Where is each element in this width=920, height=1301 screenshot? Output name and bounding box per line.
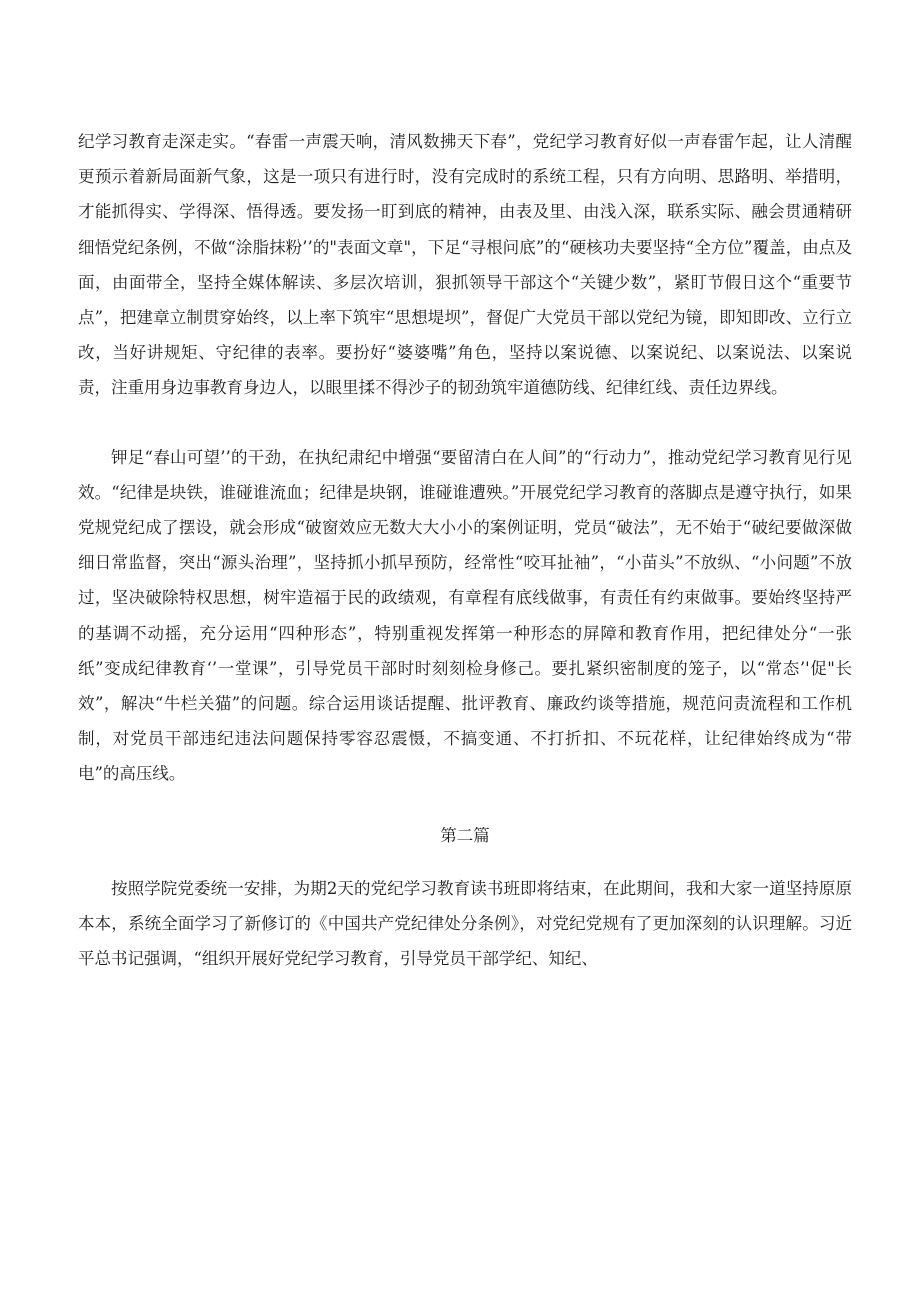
- body-paragraph-2: 钾足“春山可望’’的干劲，在执纪肃纪中增强“要留清白在人间”的“行动力”，推动党纪学习教育见行见效。“纪律是块铁，谁碰谁流血；纪律是块钢，谁碰谁遭殃。”开展党纪学习教育的落脚点是遵守执行，如果党规党纪成了摆设，就会形成“破窗效应无数大大小小的案例证明，党员“破法”，无不始于“破纪要做深做细日常监督，突出“源头治理”，坚持抓小抓早预防，经常性“咬耳扯袖”，“小苗头”不放纵、“小问题”不放过，坚决破除特权思想，树牢造福于民的政绩观，有章程有底线做事，有责任有约束做事。要始终坚持严的基调不动摇，充分运用“四种形态”，特别重视发挥第一种形态的屏障和教育作用，把纪律处分“一张纸”变成纪律教育‘’一堂课”，引导党员干部时时刻刻检身修己。要扎紧织密制度的笼子，以“常态’'促"长效”，解决“牛栏关猫”的问题。综合运用谈话提醒、批评教育、廉政约谈等措施，规范问责流程和工作机制，对党员干部违纪违法问题保持零容忍震慑，不搞变通、不打折扣、不玩花样，让纪律始终成为“带电”的高压线。: [78, 447, 852, 784]
- body-paragraph-3: 按照学院党委统一安排，为期2天的党纪学习教育读书班即将结束，在此期间，我和大家一道坚持原原本本，系统全面学习了新修订的《中国共产党纪律处分条例》，对党纪党规有了更加深刻的认识理解。习近平总书记强调，“组织开展好党纪学习教育，引导党员干部学纪、知纪、: [78, 878, 852, 969]
- body-paragraph-1: 纪学习教育走深走实。“春雷一声震天响，清风数拂天下春”，党纪学习教育好似一声春雷乍起，让人清醒更预示着新局面新气象，这是一项只有进行时，没有完成时的系统工程，只有方向明、思路明、举措明，才能抓得实、学得深、悟得透。要发扬一盯到底的精神，由表及里、由浅入深，联系实际、融会贯通精研细悟党纪条例，不做“涂脂抹粉’’的"表面文章"，下足“寻根问底”的“硬核功夫要坚持“全方位”覆盖，由点及面，由面带全，坚持全媒体解读、多层次培训，狠抓领导干部这个“关键少数”，紧盯节假日这个“重要节点”，把建章立制贯穿始终，以上率下筑牢“思想堤坝”，督促广大党员干部以党纪为镜，即知即改、立行立改，当好讲规矩、守纪律的表率。要扮好“婆婆嘴”角色，坚持以案说德、以案说纪、以案说法、以案说责，注重用身边事教育身边人，以眼里揉不得沙子的韧劲筑牢道德防线、纪律红线、责任边界线。: [78, 132, 852, 398]
- section-heading: 第二篇: [440, 825, 490, 845]
